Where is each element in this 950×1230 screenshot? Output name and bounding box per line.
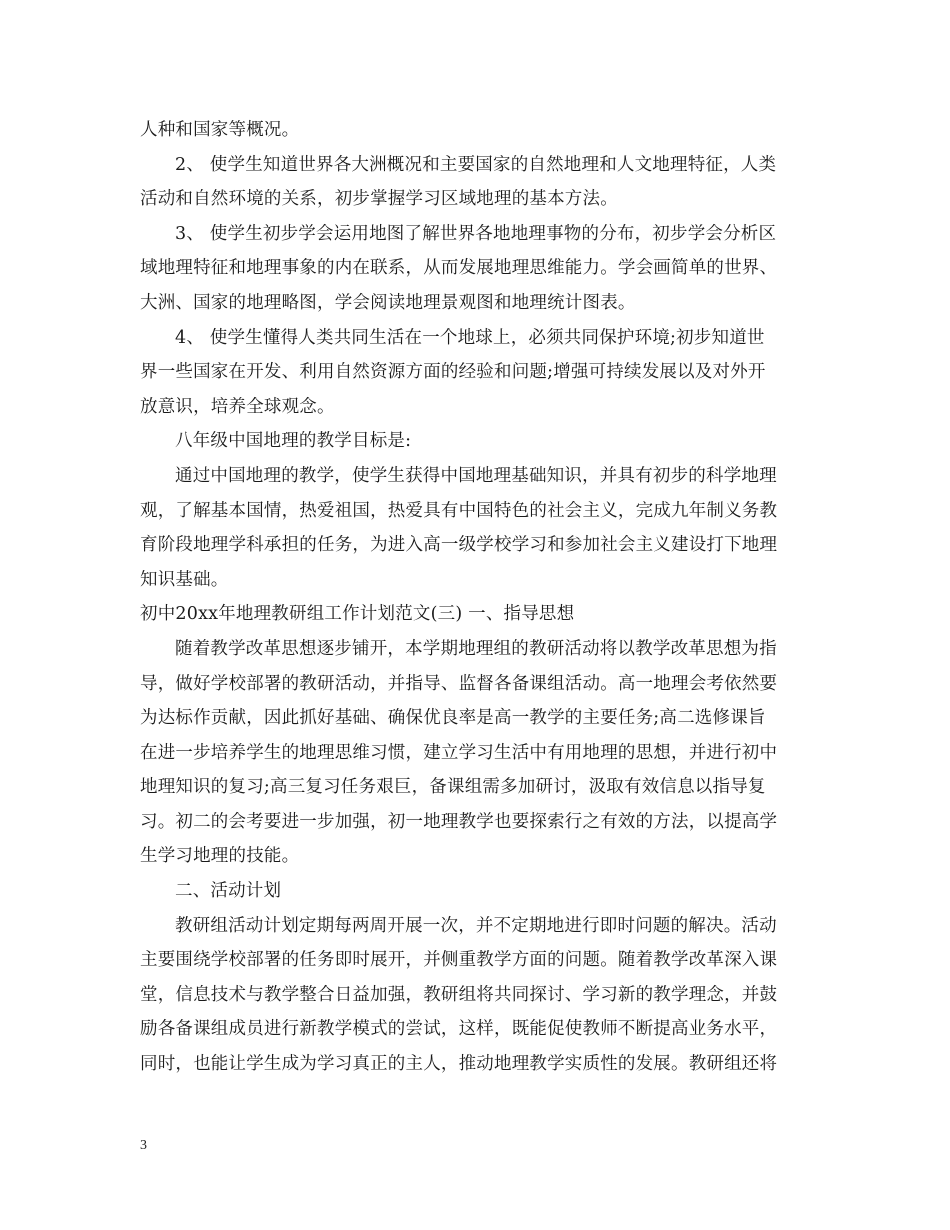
text-line: 主要围绕学校部署的任务即时展开，并侧重教学方面的问题。随着教学改革深入课 [140, 950, 778, 971]
text-line: 随着教学改革思想逐步铺开，本学期地理组的教研活动将以教学改革思想为指 [175, 638, 777, 659]
text-line: 大洲、国家的地理略图，学会阅读地理景观图和地理统计图表。 [140, 292, 636, 313]
text-line: 知识基础。 [140, 569, 229, 590]
text-line: 生学习地理的技能。 [140, 846, 300, 867]
text-line: 八年级中国地理的教学目标是: [175, 431, 412, 452]
text-line: 二、活动计划 [175, 881, 282, 902]
document-body [140, 113, 812, 1082]
text-line: 励各备课组成员进行新教学模式的尝试，这样，既能促使教师不断提高业务水平， [140, 1019, 778, 1040]
text-line: 同时，也能让学生成为学习真正的主人，推动地理教学实质性的发展。教研组还将 [140, 1054, 778, 1075]
text-line: 为达标作贡献，因此抓好基础、确保优良率是高一教学的主要任务;高二选修课旨 [140, 708, 766, 729]
text-line: 在进一步培养学生的地理思维习惯，建立学习生活中有用地理的思想，并进行初中 [140, 742, 778, 763]
text-line: 教研组活动计划定期每两周开展一次，并不定期地进行即时问题的解决。活动 [175, 915, 777, 936]
text-line: 3、 使学生初步学会运用地图了解世界各地地理事物的分布，初步学会分析区 [175, 223, 777, 244]
text-line: 堂，信息技术与教学整合日益加强，教研组将共同探讨、学习新的教学理念，并鼓 [140, 984, 778, 1005]
text-line: 导，做好学校部署的教研活动，并指导、监督各备课组活动。高一地理会考依然要 [140, 673, 778, 694]
page-number: 3 [140, 1138, 147, 1153]
text-line: 2、 使学生知道世界各大洲概况和主要国家的自然地理和人文地理特征，人类 [175, 154, 777, 175]
text-line: 育阶段地理学科承担的任务，为进入高一级学校学习和参加社会主义建设打下地理 [140, 535, 778, 556]
text-line: 4、 使学生懂得人类共同生活在一个地球上，必须共同保护环境;初步知道世 [175, 327, 765, 348]
text-line: 通过中国地理的教学，使学生获得中国地理基础知识，并具有初步的科学地理 [175, 465, 777, 486]
text-line: 习。初二的会考要进一步加强，初一地理教学也要探索行之有效的方法，以提高学 [140, 811, 778, 832]
text-line: 观，了解基本国情，热爱祖国，热爱具有中国特色的社会主义，完成九年制义务教 [140, 500, 778, 521]
text-line: 人种和国家等概况。 [140, 120, 300, 140]
text-line: 界一些国家在开发、利用自然资源方面的经验和问题;增强可持续发展以及对外开 [140, 362, 766, 383]
text-line: 放意识，培养全球观念。 [140, 396, 335, 417]
text-line: 域地理特征和地理事象的内在联系，从而发展地理思维能力。学会画简单的世界、 [140, 258, 778, 279]
text-line: 活动和自然环境的关系，初步掌握学习区域地理的基本方法。 [140, 189, 618, 210]
text-line: 初中20xx年地理教研组工作计划范文(三) 一、指导思想 [140, 604, 575, 625]
text-line: 地理知识的复习;高三复习任务艰巨，备课组需多加研讨，汲取有效信息以指导复 [140, 777, 766, 798]
